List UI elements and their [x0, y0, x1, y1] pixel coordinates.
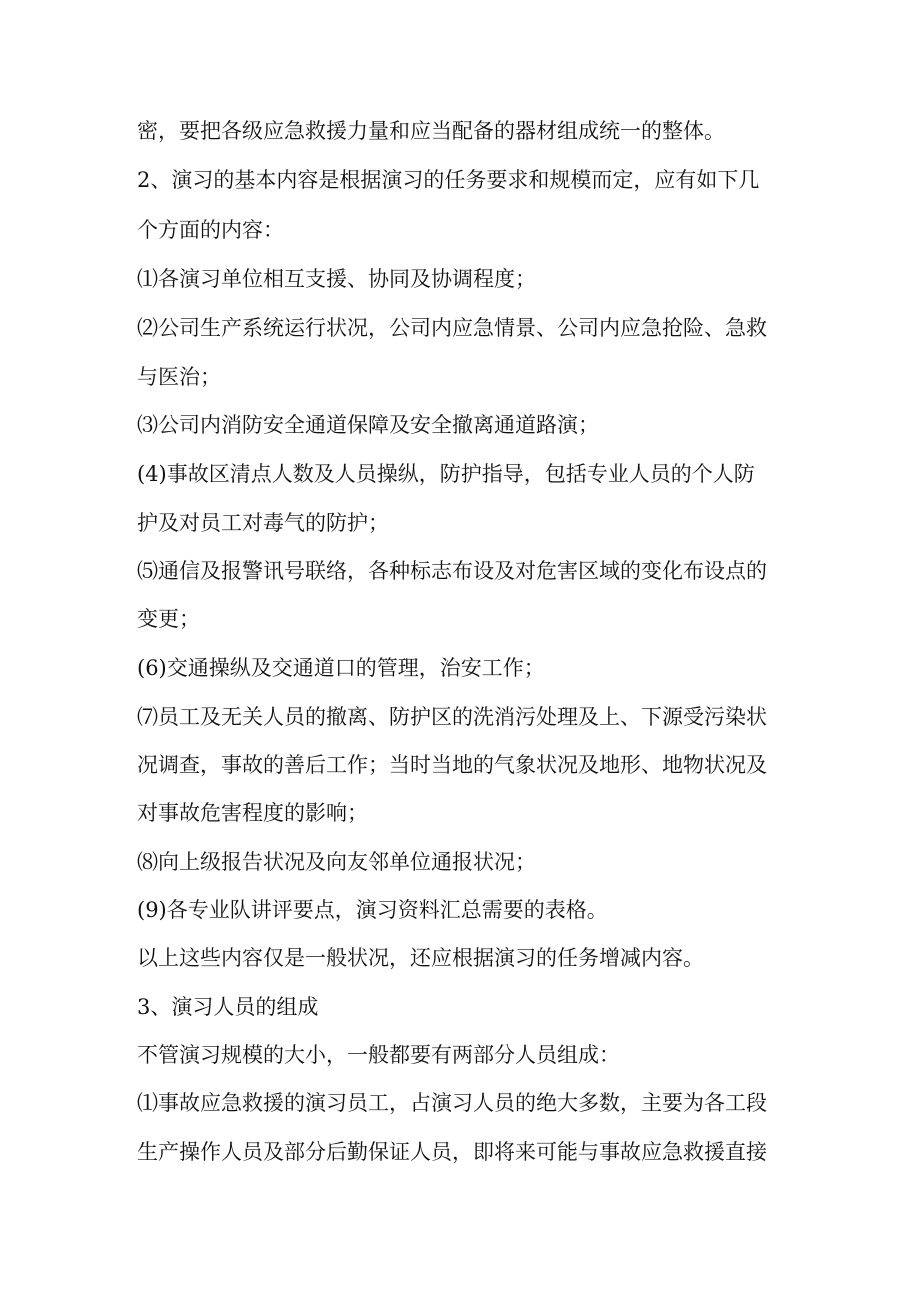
text-line-13: ⑺员工及无关人员的撤离、防护区的洗消污处理及上、下源受污染状 — [137, 705, 767, 729]
text-line-12: (6)交通操纵及交通道口的管理，治安工作； — [137, 656, 545, 680]
text-line-5: ⑵公司生产系统运行状况，公司内应急情景、公司内应急抢险、急救 — [137, 316, 767, 340]
text-line-14: 况调查，事故的善后工作；当时当地的气象状况及地形、地物状况及 — [137, 753, 767, 777]
text-line-21: ⑴事故应急救援的演习员工，占演习人员的绝大多数，主要为各工段 — [137, 1091, 767, 1115]
text-line-22: 生产操作人员及部分后勤保证人员，即将来可能与事故应急救援直接 — [137, 1140, 767, 1164]
text-line-10: ⑸通信及报警讯号联络，各种标志布设及对危害区域的变化布设点的 — [137, 559, 767, 583]
text-line-1: 密，要把各级应急救援力量和应当配备的器材组成统一的整体。 — [137, 119, 725, 143]
text-line-7: ⑶公司内消防安全通道保障及安全撤离通道路演； — [137, 413, 599, 437]
text-line-16: ⑻向上级报告状况及向友邻单位通报状况； — [137, 850, 536, 874]
text-line-2: 2、演习的基本内容是根据演习的任务要求和规模而定，应有如下几 — [137, 168, 760, 192]
text-line-6: 与医治； — [137, 365, 221, 389]
text-line-8: (4)事故区清点人数及人员操纵，防护指导，包括专业人员的个人防 — [137, 462, 755, 486]
text-line-4: ⑴各演习单位相互支援、协同及协调程度； — [137, 267, 536, 291]
text-line-3: 个方面的内容： — [137, 218, 284, 242]
text-line-18: 以上这些内容仅是一般状况，还应根据演习的任务增减内容。 — [137, 946, 704, 970]
text-line-11: 变更； — [137, 607, 200, 631]
text-line-17: (9)各专业队讲评要点，演习资料汇总需要的表格。 — [137, 898, 608, 922]
text-line-15: 对事故危害程度的影响； — [137, 801, 368, 825]
text-line-20: 不管演习规模的大小，一般都要有两部分人员组成： — [137, 1043, 620, 1067]
text-line-19: 3、演习人员的组成 — [137, 995, 319, 1019]
text-line-9: 护及对员工对毒气的防护； — [137, 511, 389, 535]
